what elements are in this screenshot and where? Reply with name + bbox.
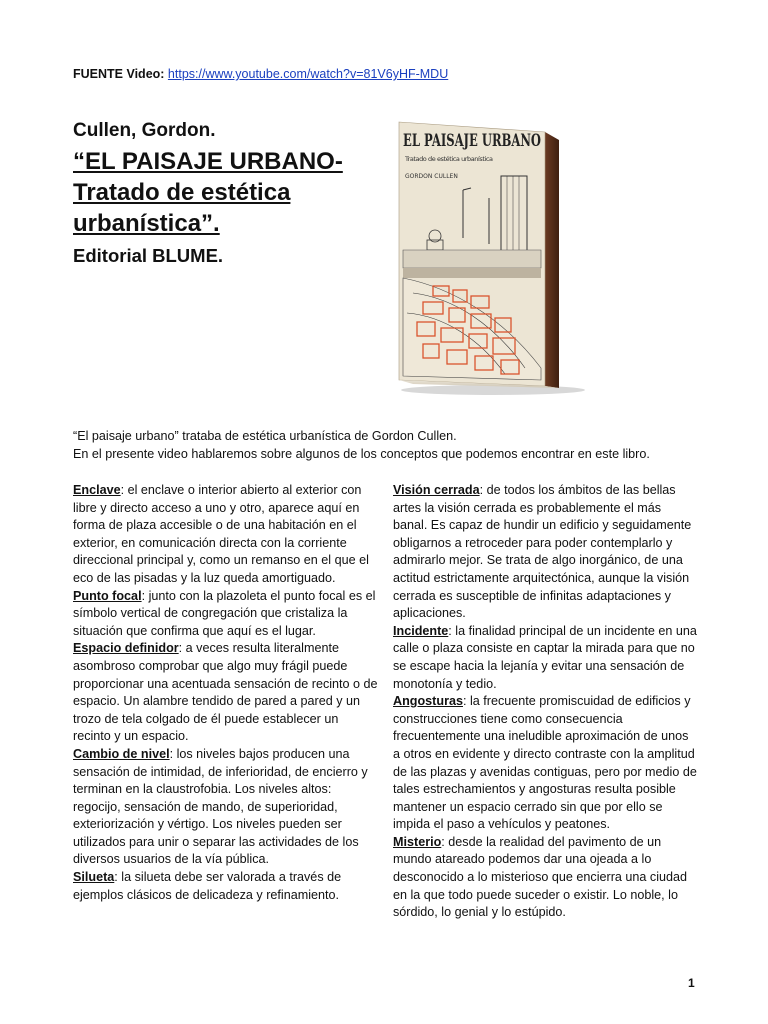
concept-entry [73, 588, 378, 641]
concept-text: : la silueta debe ser valorada a través de ejemplos clásicos de delicadeza y refinamiento. [73, 870, 342, 902]
concept-entry [393, 834, 698, 922]
concept-term: Incidente [393, 623, 449, 638]
video-source-link[interactable]: https://www.youtube.com/watch?v=81V6yHF-MDU [167, 67, 449, 81]
concept-text: : la frecuente promiscuidad de edificios y construcciones tiene como consecuencia frecuentemente una ineludible aproximación de unos a otros en evidente y directo contraste con la amplitud de las plazas y avenidas contiguas, pero por medio de tales estrechamientos y angosturas resulta posible mantener un espacio cerrado sin que por ello se impida el paso a vehículos y peatones. [393, 694, 697, 832]
cover-title: EL PAISAJE URBANO [403, 131, 542, 151]
concept-entry [393, 482, 698, 623]
concept-term: Visión cerrada [393, 483, 480, 497]
concept-entry [73, 640, 378, 746]
intro-line: En el presente video hablaremos sobre algunos de los conceptos que podemos encontrar en este libro. [73, 446, 650, 461]
concept-term: Espacio definidor [73, 641, 179, 656]
video-source-line [73, 67, 448, 81]
concept-text: : a veces resulta literalmente asombroso comprobar que algo muy frágil puede proporcionar una acentuada sensación de recinto o de espacio. Un alambre tendido de pared a pared y un trozo de tela colgado de él puede establecer un recinto y un espacio. [73, 641, 378, 744]
concept-entry [393, 693, 698, 834]
concept-entry [73, 746, 378, 869]
book-cover-image [393, 118, 591, 396]
book-title-line: “EL PAISAJE URBANO- [73, 148, 343, 175]
concept-term: Punto focal [73, 588, 142, 603]
concept-text: : desde la realidad del pavimento de un mundo atareado podemos dar una ojeada a lo desconocido a lo misterioso que encierra una ciudad en la que todo puede suceder o existir. Lo noble, lo sórdido, lo genial y lo estúpido. [393, 834, 688, 920]
intro-paragraph [73, 428, 693, 463]
concepts-right-column [393, 482, 698, 922]
concept-entry [73, 482, 378, 588]
cover-author: GORDON CULLEN [405, 173, 458, 180]
concept-text: : junto con la plazoleta el punto focal es el símbolo vertical de congregación que cristaliza la situación que confirma que aquí es el lugar. [73, 588, 376, 638]
concept-text: : el enclave o interior abierto al exterior con libre y directo acceso a uno y otro, aparece aquí en forma de plaza accesible o de una habitación en el exterior, en comunicación directa con la corriente direccional principal y, como un remanso en el que el eco de las pisadas y la luz queda amortiguado. [73, 483, 369, 585]
concepts-left-column [73, 482, 378, 904]
concept-term: Cambio de nivel [73, 746, 170, 761]
concept-entry [393, 623, 698, 693]
intro-line: “El paisaje urbano” trataba de estética urbanística de Gordon Cullen. [73, 429, 457, 443]
book-author: Cullen, Gordon. [73, 120, 216, 141]
book-title [73, 146, 363, 239]
concept-text: : los niveles bajos producen una sensación de intimidad, de inferioridad, de encierro y terminan en la claustrofobia. Los niveles altos: regocijo, sensación de mando, de superioridad, exteriorización y vértigo. Los niveles pueden ser utilizados para unir o separar las actividades de los diversos usuarios de la vía pública. [73, 746, 368, 867]
concept-term: Enclave [73, 483, 121, 497]
video-source-label: FUENTE Video: [73, 67, 168, 81]
concept-text: : la finalidad principal de un incidente en una calle o plaza consiste en captar la mirada para que no se escape hacia la lejanía y evitar una sensación de monotonía y tedio. [393, 623, 697, 691]
book-title-line: Tratado de estética [73, 179, 291, 206]
concept-term: Misterio [393, 834, 442, 849]
book-title-line: urbanística”. [73, 210, 220, 237]
cover-subtitle: Tratado de estética urbanística [405, 155, 493, 163]
book-publisher: Editorial BLUME. [73, 245, 224, 266]
page-number: 1 [688, 976, 695, 990]
concept-term: Angosturas [393, 694, 463, 709]
concept-term: Silueta [73, 870, 115, 885]
concept-entry [73, 869, 378, 904]
concept-text: : de todos los ámbitos de las bellas artes la visión cerrada es probablemente el más banal. Es capaz de hundir un edificio y seguidamente obligarnos a retroceder para poder contemplarlo y admirarlo mejor. Se trata de algo inorgánico, de una actitud estrictamente arquitectónica, aunque la visión cerrada es susceptible de infinitas adaptaciones y aplicaciones. [393, 483, 692, 621]
